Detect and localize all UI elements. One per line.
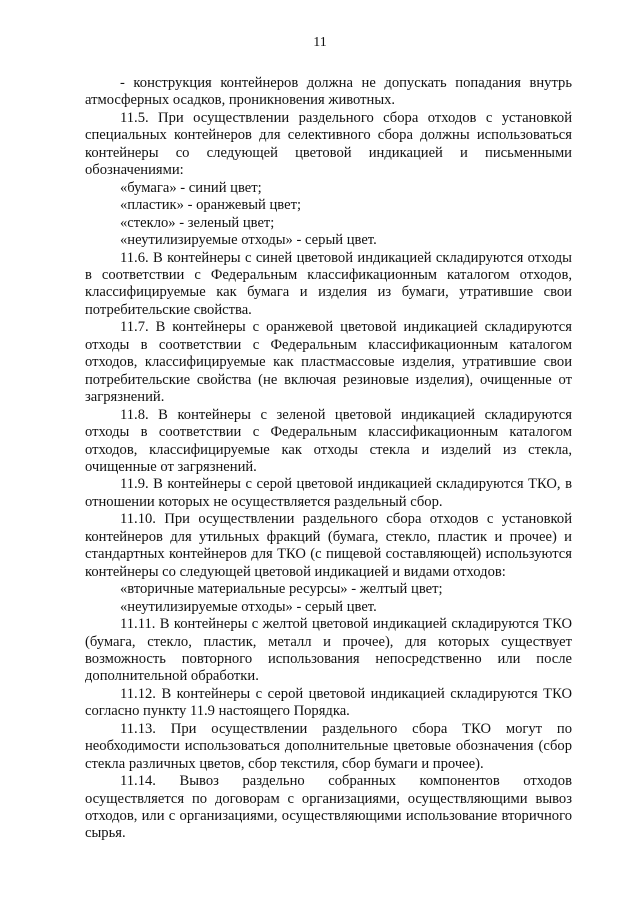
paragraph-11-8: 11.8. В контейнеры с зеленой цветовой индикацией складируются отходы в соответствии с Федеральным классификационным каталогом отходов, классифицируемые как отходы стекла и изделий из стекла, очищенные от загрязнений. bbox=[85, 406, 572, 475]
paragraph-11-10: 11.10. При осуществлении раздельного сбора отходов с установкой контейнеров для утильных фракций (бумага, стекло, пластик и прочее) и стандартных контейнеров для ТКО (с пищевой составляющей) используются контейнеры со следующей цветовой индикацией и видами отходов: bbox=[85, 511, 572, 580]
paragraph-11-11: 11.11. В контейнеры с желтой цветовой индикацией складируются ТКО (бумага, стекло, пластик, металл и прочее), для которых существует возможность повторного использования непосредственно или после дополнительной обработки. bbox=[85, 616, 572, 685]
paragraph-11-5: 11.5. При осуществлении раздельного сбора отходов с установкой специальных контейнеров для селективного сбора должны использоваться контейнеры со следующей цветовой индикацией и письменными обозначениями: bbox=[85, 109, 572, 179]
list-item-paper: «бумага» - синий цвет; bbox=[120, 179, 262, 196]
paragraph-11-7: 11.7. В контейнеры с оранжевой цветовой индикацией складируются отходы в соответствии с Федеральным классификационным каталогом отходов, классифицируемые как пластмассовые изделия, утратившие свои потребительские свойства (не включая резиновые изделия), очищенные от загрязнений. bbox=[85, 319, 572, 406]
document-body bbox=[85, 75, 572, 843]
list-item-plastic: «пластик» - оранжевый цвет; bbox=[120, 197, 302, 214]
list-item-non-recyclable: «неутилизируемые отходы» - серый цвет. bbox=[120, 232, 377, 249]
paragraph-11-12: 11.12. В контейнеры с серой цветовой индикацией складируются ТКО согласно пункту 11.9 настоящего Порядка. bbox=[85, 685, 572, 720]
paragraph-11-13: 11.13. При осуществлении раздельного сбора ТКО могут по необходимости использоваться дополнительные цветовые обозначения (сбор стекла различных цветов, сбор текстиля, сбор бумаги и прочее). bbox=[85, 720, 572, 772]
list-item-non-recyclable-2: «неутилизируемые отходы» - серый цвет. bbox=[120, 598, 377, 615]
page-number: 11 bbox=[313, 35, 327, 50]
paragraph-11-14: 11.14. Вывоз раздельно собранных компонентов отходов осуществляется по договорам с организациями, осуществляющими вывоз отходов, или с организациями, осуществляющими использование вторичного сырья. bbox=[85, 773, 572, 842]
paragraph-intro-construction: - конструкция контейнеров должна не допускать попадания внутрь атмосферных осадков, проникновения животных. bbox=[85, 75, 572, 109]
list-item-glass: «стекло» - зеленый цвет; bbox=[120, 214, 275, 231]
paragraph-11-9: 11.9. В контейнеры с серой цветовой индикацией складируются ТКО, в отношении которых не осуществляется раздельный сбор. bbox=[85, 476, 572, 510]
list-item-secondary-resources: «вторичные материальные ресурсы» - желтый цвет; bbox=[120, 581, 443, 598]
paragraph-11-6: 11.6. В контейнеры с синей цветовой индикацией складируются отходы в соответствии с Федеральным классификационным каталогом отходов, классифицируемые как бумага и изделия из бумаги, утратившие свои потребительские свойства. bbox=[85, 249, 572, 318]
